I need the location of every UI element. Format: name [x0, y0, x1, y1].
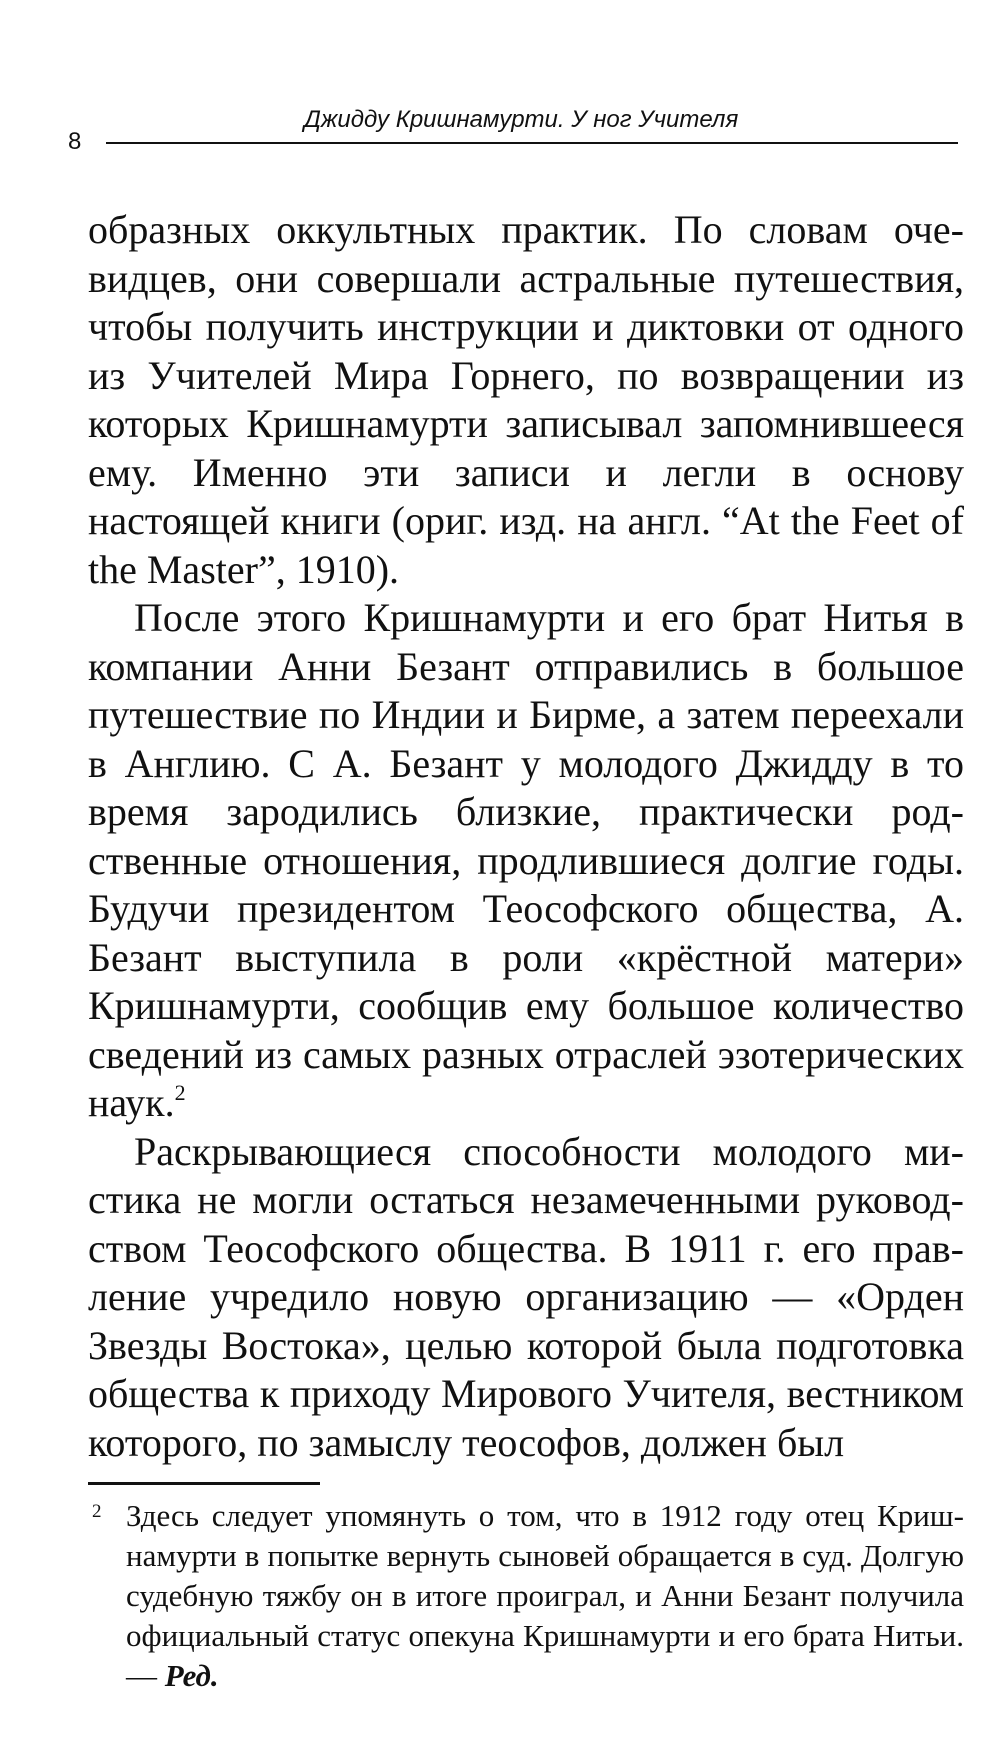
running-head [68, 106, 958, 155]
footnote [88, 1496, 964, 1696]
paragraph-2 [88, 594, 964, 1128]
page-number: 8 [68, 128, 82, 155]
footnote-number: 2 [92, 1501, 102, 1522]
paragraph-3-text: Раскрывающиеся способности молодого мистика не могли остаться незамеченными руководством Теософского общества. В 1911 г. его правление учредило новую организацию — «Орден Звезды Востока», целью которой была подготовка общества к приходу Мирового Учителя, вестником которого, по замыслу теософов, должен был [88, 1128, 964, 1465]
footnote-text: Здесь следует упомянуть о том, что в 1912 году отец Кришнамурти в попытке вернуть сыновей обращается в суд. Долгую судебную тяжбу он в итоге проиграл, и Анни Безант получила официальный статус опекуна Кришнамурти и его брата Нитьи. — [126, 1498, 964, 1693]
footnote-editor-mark: Ред. [164, 1658, 219, 1693]
paragraph-1 [88, 206, 964, 594]
footnote-separator [88, 1482, 320, 1485]
footnote-body [88, 1496, 964, 1696]
main-text [88, 206, 964, 1467]
header-rule [106, 142, 958, 144]
paragraph-3 [88, 1128, 964, 1468]
running-title: Джидду Кришнамурти. У ног Учителя [304, 106, 739, 133]
paragraph-1-text: образных оккультных практик. По словам очевидцев, они совершали астральные путешествия, чтобы получить инструкции и диктовки от одного из Учителей Мира Горнего, по возвращении из которых Кришнамурти записывал запомнившееся ему. Именно эти записи и легли в основу настоящей книги (ориг. изд. на англ. “At the Feet of the Master”, 1910). [88, 207, 964, 592]
footnote-reference[interactable]: 2 [174, 1080, 186, 1105]
paragraph-2-text: После этого Кришнамурти и его брат Нитья в компании Анни Безант отправились в большое путешествие по Индии и Бирме, а затем переехали в Англию. С А. Безант у молодого Джидду в то время зародились близкие, практически родственные отношения, продлившиеся долгие годы. Будучи президентом Теософского общества, А. Безант выступила в роли «крёстной матери» Кришнамурти, сообщив ему большое количество сведений из самых разных отраслей эзотерических наук. [88, 595, 964, 1125]
